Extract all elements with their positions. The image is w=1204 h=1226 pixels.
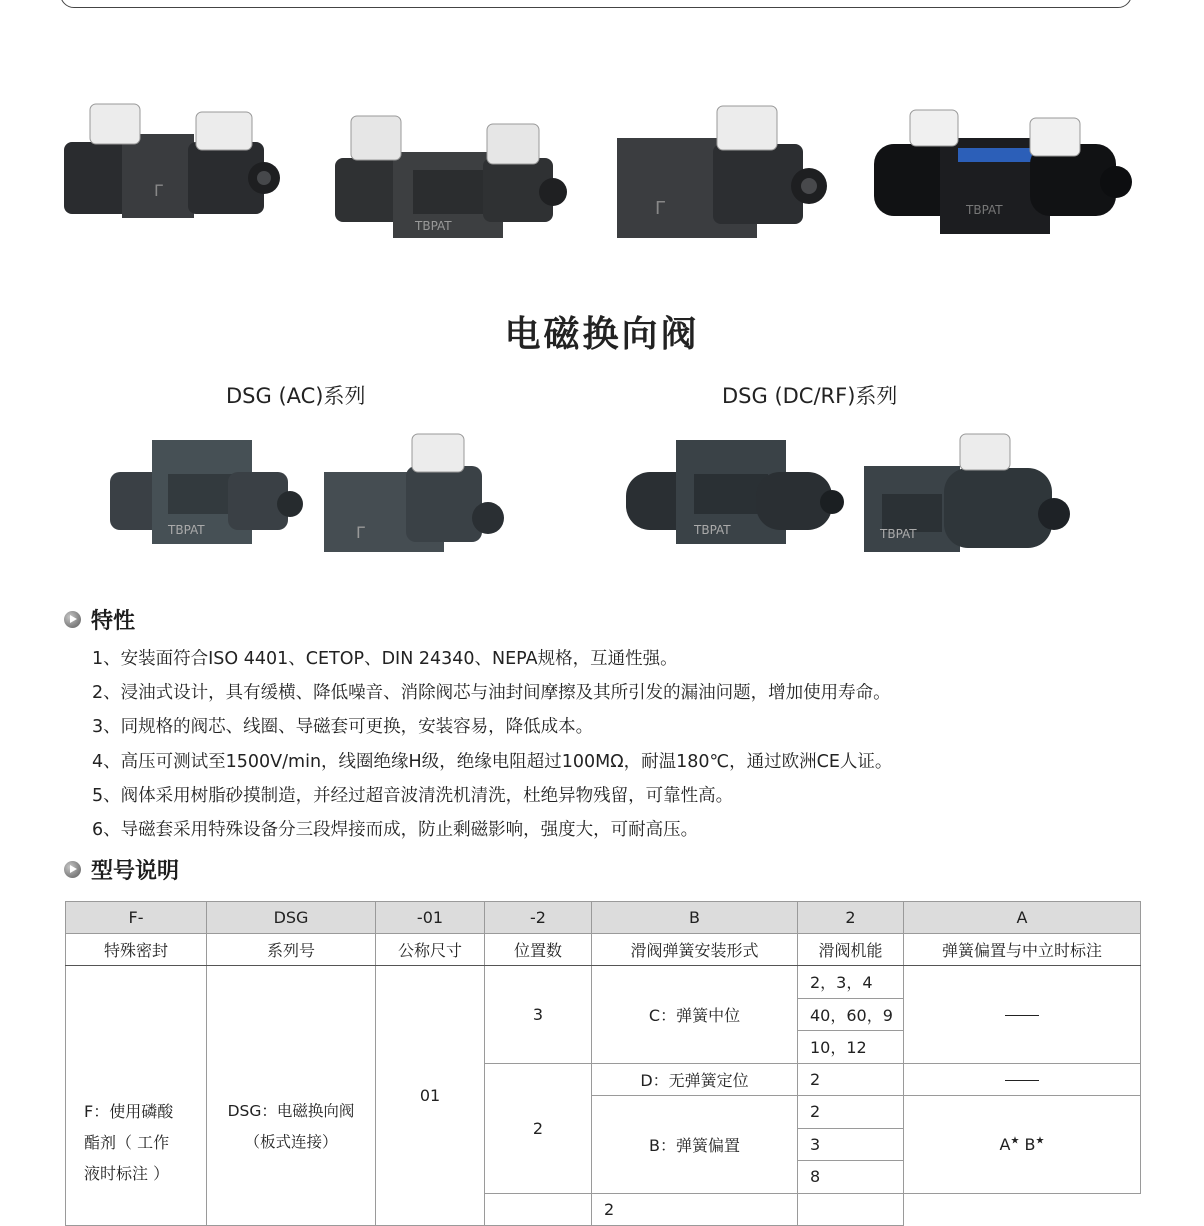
series-text: （板式连接） (244, 1132, 338, 1151)
feature-item: 1、安装面符合ISO 4401、CETOP、DIN 24340、NEPA规格，互通性强。 (92, 649, 678, 669)
solenoid-valve-double-black-icon (60, 92, 282, 232)
product-photo-5 (108, 436, 304, 550)
spring-type-cell: B：弹簧偏置 (592, 1096, 798, 1194)
feature-item: 3、同规格的阀芯、线圈、导磁套可更换，安装容易，降低成本。 (92, 717, 594, 738)
function-cell: 3 (798, 1128, 904, 1161)
series-label-dc: DSG (DC/RF)系列 (722, 384, 898, 408)
solenoid-valve-single-gray-icon (322, 432, 508, 556)
special-seal-text: F：使用磷酸 (84, 1101, 174, 1121)
dash-mark (1005, 1080, 1039, 1082)
valve-logo-text: TBPAT (966, 203, 1003, 217)
product-photo-1 (60, 92, 282, 232)
solenoid-valve-double-dark-icon (624, 436, 844, 550)
features-heading (64, 604, 135, 635)
arrow-bullet-icon (64, 861, 81, 878)
series-cell (207, 966, 376, 1226)
function-cell: 10，12 (798, 1031, 904, 1064)
solenoid-valve-double-black-blue-label-icon (870, 106, 1136, 236)
offset-label-b: B (1024, 1134, 1036, 1154)
code-cell: B (592, 902, 798, 934)
table-row (66, 934, 1141, 966)
code-cell: 2 (798, 902, 904, 934)
series-label-ac: DSG (AC)系列 (226, 384, 366, 408)
series-text: DSG：电磁换向阀 (227, 1101, 355, 1120)
code-cell: -01 (376, 902, 485, 934)
product-photo-7 (624, 436, 844, 550)
function-cell: 2 (592, 1193, 798, 1226)
product-photo-8 (862, 432, 1072, 556)
column-header: 公称尺寸 (376, 934, 485, 966)
feature-item: 4、高压可测试至1500V/min，线圈绝缘H级，绝缘电阻超过100MΩ，耐温180℃，通过欧洲CE人证。 (92, 751, 893, 772)
valve-logo-text: Γ (655, 198, 666, 219)
page-header-frame (60, 0, 1132, 8)
column-header: 位置数 (485, 934, 592, 966)
column-header: 系列号 (207, 934, 376, 966)
star-mark: ★ (1035, 1135, 1045, 1147)
solenoid-valve-double-gray-icon (108, 436, 304, 550)
offset-label-a: A (999, 1134, 1011, 1154)
product-photo-4 (870, 106, 1136, 236)
code-cell: -2 (485, 902, 592, 934)
valve-logo-text: TBPAT (694, 523, 731, 537)
function-cell: 2 (798, 1063, 904, 1096)
function-cell: 2 (798, 1096, 904, 1129)
position-cell: 3 (485, 966, 592, 1064)
features-heading-text: 特性 (91, 609, 136, 634)
product-photo-2 (333, 112, 569, 242)
offset-cell (904, 966, 1141, 1064)
valve-logo-text: Γ (356, 523, 365, 542)
feature-item: 5、阀体采用树脂砂摸制造，并经过超音波清洗机清洗，杜绝异物残留，可靠性高。 (92, 785, 734, 806)
table-row (66, 902, 1141, 934)
table-row (66, 966, 1141, 999)
model-code-table (65, 901, 1141, 1226)
offset-cell (798, 1193, 904, 1226)
model-heading (64, 854, 179, 885)
column-header: 滑阀机能 (798, 934, 904, 966)
column-header: 弹簧偏置与中立时标注 (904, 934, 1141, 966)
feature-item: 2、浸油式设计，具有缓横、降低噪音、消除阀芯与油封间摩擦及其所引发的漏油问题，增加使用寿命。 (92, 683, 891, 704)
spring-type-cell (485, 1193, 592, 1226)
features-list (92, 645, 892, 850)
star-mark: ★ (1010, 1135, 1020, 1147)
special-seal-text: 酯剂（ 工作 (84, 1132, 170, 1152)
offset-cell (904, 1063, 1141, 1096)
spring-type-cell: C：弹簧中位 (592, 966, 798, 1064)
valve-logo-text: Γ (154, 181, 163, 200)
column-header: 滑阀弹簧安装形式 (592, 934, 798, 966)
function-cell: 8 (798, 1161, 904, 1194)
function-cell: 2，3，4 (798, 966, 904, 999)
valve-logo-text: TBPAT (880, 527, 917, 541)
feature-item: 6、导磁套采用特殊设备分三段焊接而成，防止剩磁影响，强度大，可耐高压。 (92, 819, 699, 840)
model-heading-text: 型号说明 (91, 859, 180, 884)
spring-type-cell: D：无弹簧定位 (592, 1063, 798, 1096)
code-cell: F- (66, 902, 207, 934)
code-cell: DSG (207, 902, 376, 934)
solenoid-valve-single-gray-icon (615, 102, 829, 242)
position-cell: 2 (485, 1063, 592, 1193)
valve-logo-text: TBPAT (415, 219, 452, 233)
special-seal-cell (66, 966, 207, 1226)
offset-cell (904, 1096, 1141, 1194)
product-photo-6 (322, 432, 508, 556)
product-photo-3 (615, 102, 829, 242)
solenoid-valve-single-dark-icon (862, 432, 1072, 556)
column-header: 特殊密封 (66, 934, 207, 966)
function-cell: 40，60，9 (798, 998, 904, 1031)
solenoid-valve-double-gray-icon (333, 112, 569, 242)
dash-mark (1005, 1015, 1039, 1017)
size-cell (376, 966, 485, 1226)
special-seal-text: 液时标注 ） (84, 1163, 170, 1183)
valve-logo-text: TBPAT (168, 523, 205, 537)
code-cell: A (904, 902, 1141, 934)
arrow-bullet-icon (64, 611, 81, 628)
size-text: 01 (419, 1086, 441, 1105)
page-title: 电磁换向阀 (504, 314, 700, 355)
